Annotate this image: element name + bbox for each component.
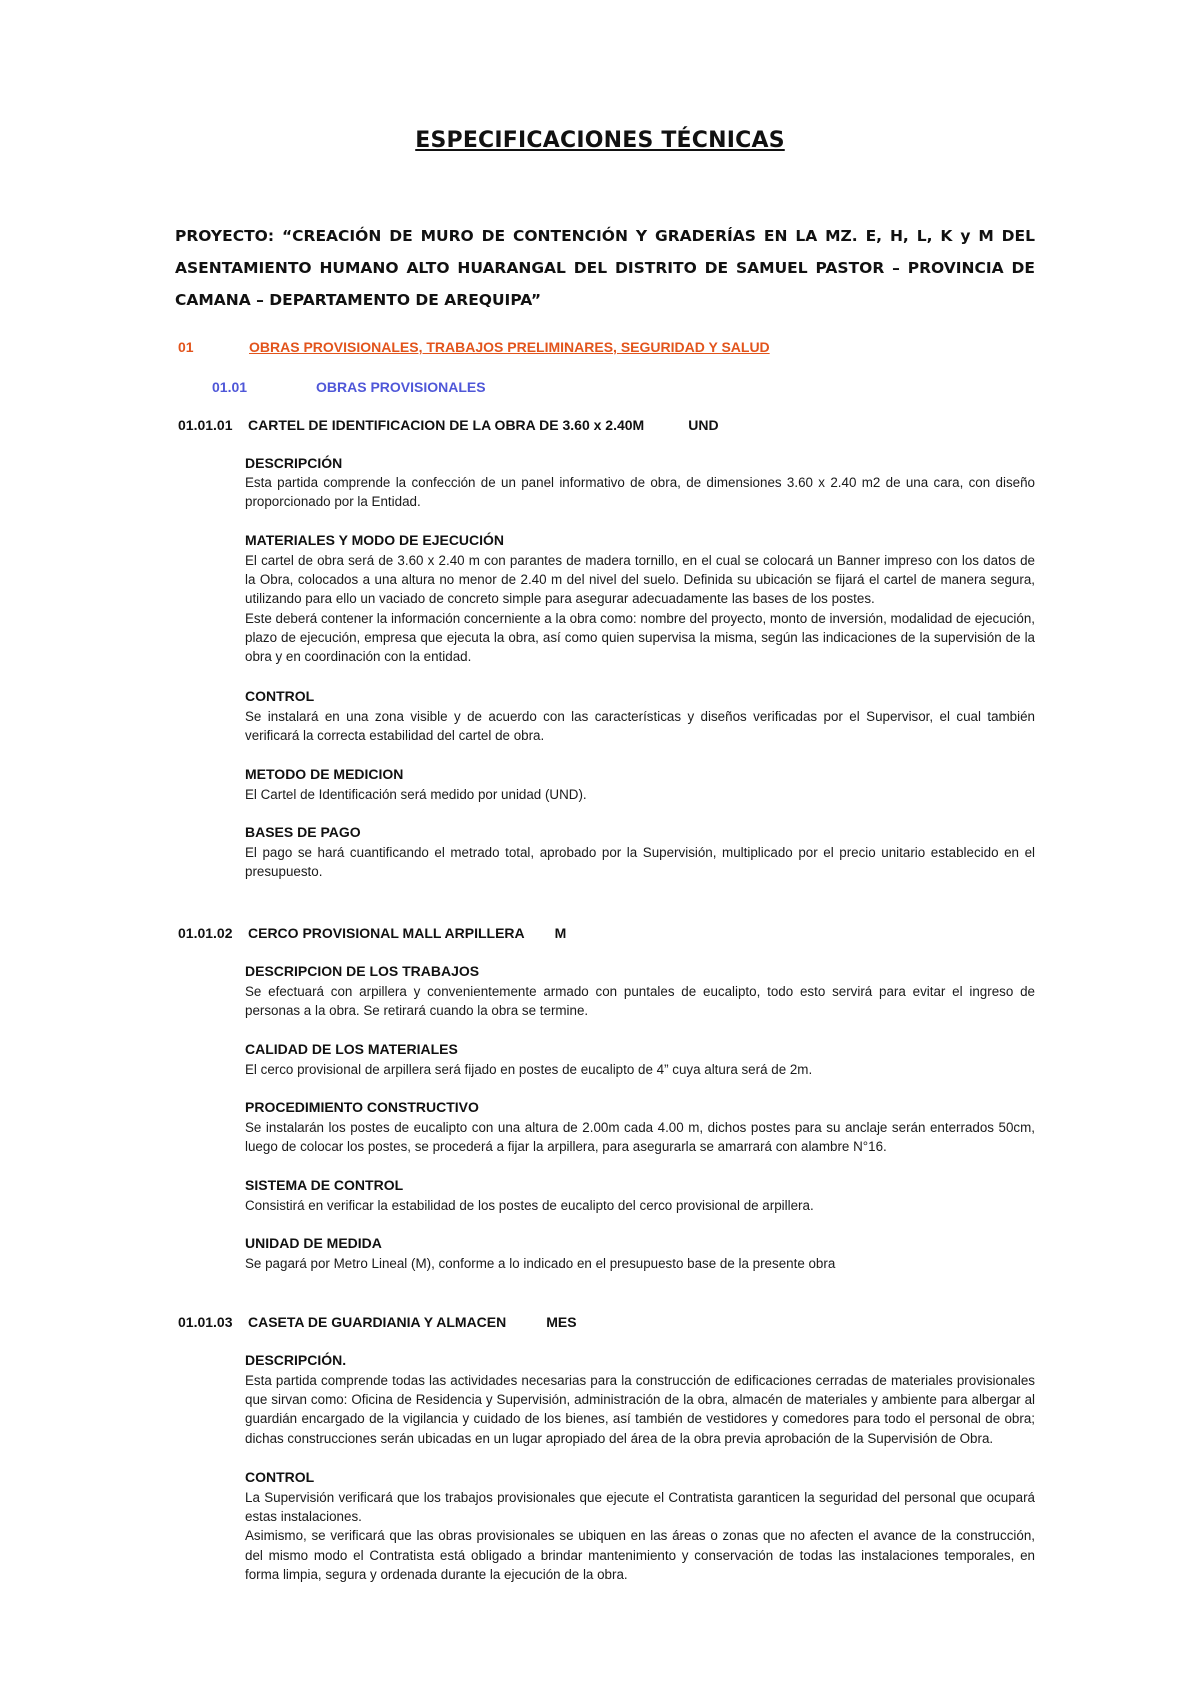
subsection-heading bbox=[212, 379, 486, 395]
subsection-code: 01.01 bbox=[212, 379, 248, 395]
block-text bbox=[245, 1488, 1035, 1584]
block-title: BASES DE PAGO bbox=[245, 824, 361, 840]
block-text bbox=[245, 1060, 1035, 1079]
item-heading bbox=[178, 1314, 577, 1330]
paragraph: El pago se hará cuantificando el metrado total, aprobado por la Supervisión, multiplicado por el precio unitario establecido en el presupuesto. bbox=[245, 845, 1035, 880]
block-title: UNIDAD DE MEDIDA bbox=[245, 1235, 382, 1251]
paragraph: Este deberá contener la información concerniente a la obra como: nombre del proyecto, monto de inversión, modalidad de ejecución, plazo de ejecución, empresa que ejecuta la obra, así como quien supervisa la misma, según las indicaciones de la supervisión de la obra y en coordinación con la entidad. bbox=[245, 610, 1035, 665]
block-title: DESCRIPCIÓN bbox=[245, 455, 343, 471]
paragraph: Se efectuará con arpillera y convenientemente armado con puntales de eucalipto, todo esto servirá para evitar el ingreso de personas a la obra. Se retirará cuando la obra se termine. bbox=[245, 984, 1035, 1019]
block-text bbox=[245, 473, 1035, 511]
block-text bbox=[245, 1118, 1035, 1156]
block-text bbox=[245, 785, 1035, 804]
item-code: 01.01.02 bbox=[178, 925, 233, 941]
project-statement: PROYECTO: “CREACIÓN DE MURO DE CONTENCIÓN Y GRADERÍAS EN LA MZ. E, H, L, K y M DEL ASENTAMIENTO HUMANO ALTO HUARANGAL DEL DISTRITO DE SAMUEL PASTOR – PROVINCIA DE CAMANA – DEPARTAMENTO DE AREQUIPA” bbox=[175, 227, 1035, 309]
block-title: PROCEDIMIENTO CONSTRUCTIVO bbox=[245, 1099, 479, 1115]
paragraph: La Supervisión verificará que los trabajos provisionales que ejecute el Contratista garanticen la seguridad del personal que ocupará estas instalaciones. bbox=[245, 1490, 1035, 1525]
block-title: CONTROL bbox=[245, 688, 315, 704]
item-unit: UND bbox=[688, 417, 719, 433]
section-heading bbox=[178, 339, 770, 355]
paragraph: El cartel de obra será de 3.60 x 2.40 m con parantes de madera tornillo, en el cual se colocará un Banner impreso con los datos de la Obra, colocados a una altura no menor de 2.40 m del nivel del suelo. Definida su ubicación se fijará el cartel de manera segura, utilizando para ello un vaciado de concreto simple para asegurar adecuadamente las bases de los postes. bbox=[245, 553, 1035, 607]
block-title: SISTEMA DE CONTROL bbox=[245, 1177, 404, 1193]
block-text bbox=[245, 707, 1035, 745]
block-title: DESCRIPCIÓN. bbox=[245, 1352, 347, 1368]
section-title: OBRAS PROVISIONALES, TRABAJOS PRELIMINARES, SEGURIDAD Y SALUD bbox=[249, 339, 770, 355]
block-title: CALIDAD DE LOS MATERIALES bbox=[245, 1041, 458, 1057]
section-code: 01 bbox=[178, 339, 194, 355]
block-text bbox=[245, 982, 1035, 1020]
block-text bbox=[245, 551, 1035, 666]
item-heading bbox=[178, 417, 719, 433]
paragraph: El Cartel de Identificación será medido por unidad (UND). bbox=[245, 787, 587, 802]
item-title: CARTEL DE IDENTIFICACION DE LA OBRA DE 3.60 x 2.40M bbox=[248, 417, 645, 433]
paragraph: Se pagará por Metro Lineal (M), conforme a lo indicado en el presupuesto base de la presente obra bbox=[245, 1256, 836, 1271]
paragraph: Consistirá en verificar la estabilidad de los postes de eucalipto del cerco provisional de arpillera. bbox=[245, 1198, 814, 1213]
block-text bbox=[245, 843, 1035, 881]
paragraph: Se instalarán los postes de eucalipto con una altura de 2.00m cada 4.00 m, dichos postes para su anclaje serán enterrados 50cm, luego de colocar los postes, se procederá a fijar la arpillera, para asegurarla se amarrará con alambre N°16. bbox=[245, 1120, 1035, 1155]
paragraph: Se instalará en una zona visible y de acuerdo con las características y diseños verificadas por el Supervisor, el cual también verificará la correcta estabilidad del cartel de obra. bbox=[245, 709, 1035, 744]
block-text bbox=[245, 1371, 1035, 1448]
block-title: METODO DE MEDICION bbox=[245, 766, 404, 782]
subsection-title: OBRAS PROVISIONALES bbox=[316, 379, 486, 395]
block-text bbox=[245, 1254, 1035, 1273]
item-title: CERCO PROVISIONAL MALL ARPILLERA bbox=[248, 925, 525, 941]
item-title: CASETA DE GUARDIANIA Y ALMACEN bbox=[248, 1314, 507, 1330]
paragraph: Asimismo, se verificará que las obras provisionales se ubiquen en las áreas o zonas que no afecten el avance de la construcción, del mismo modo el Contratista está obligado a brindar mantenimiento y conservación de todas las instalaciones temporales, en forma limpia, segura y ordenada durante la ejecución de la obra. bbox=[245, 1528, 1035, 1582]
paragraph: El cerco provisional de arpillera será fijado en postes de eucalipto de 4” cuya altura será de 2m. bbox=[245, 1062, 813, 1077]
item-unit: MES bbox=[546, 1314, 577, 1330]
document-title: ESPECIFICACIONES TÉCNICAS bbox=[415, 128, 785, 153]
block-title: DESCRIPCION DE LOS TRABAJOS bbox=[245, 963, 480, 979]
item-code: 01.01.01 bbox=[178, 417, 233, 433]
item-unit: M bbox=[554, 925, 567, 941]
block-title: CONTROL bbox=[245, 1469, 315, 1485]
paragraph: Esta partida comprende todas las actividades necesarias para la construcción de edificaciones cerradas de materiales provisionales que sirvan como: Oficina de Residencia y Supervisión, administración de la obra, almacén de materiales y ambiente para albergar al guardián encargado de la vigilancia y cuidado de los bienes, así también de vestidores y comedores para todo el personal de obra; dichas construcciones serán ubicadas en un lugar apropiado del área de la obra previa aprobación de la Supervisión de Obra. bbox=[245, 1373, 1035, 1446]
block-title: MATERIALES Y MODO DE EJECUCIÓN bbox=[245, 532, 505, 548]
item-heading bbox=[178, 925, 566, 941]
block-text bbox=[245, 1196, 1035, 1215]
item-code: 01.01.03 bbox=[178, 1314, 233, 1330]
paragraph: Esta partida comprende la confección de un panel informativo de obra, de dimensiones 3.60 x 2.40 m2 de una cara, con diseño proporcionado por la Entidad. bbox=[245, 475, 1035, 510]
